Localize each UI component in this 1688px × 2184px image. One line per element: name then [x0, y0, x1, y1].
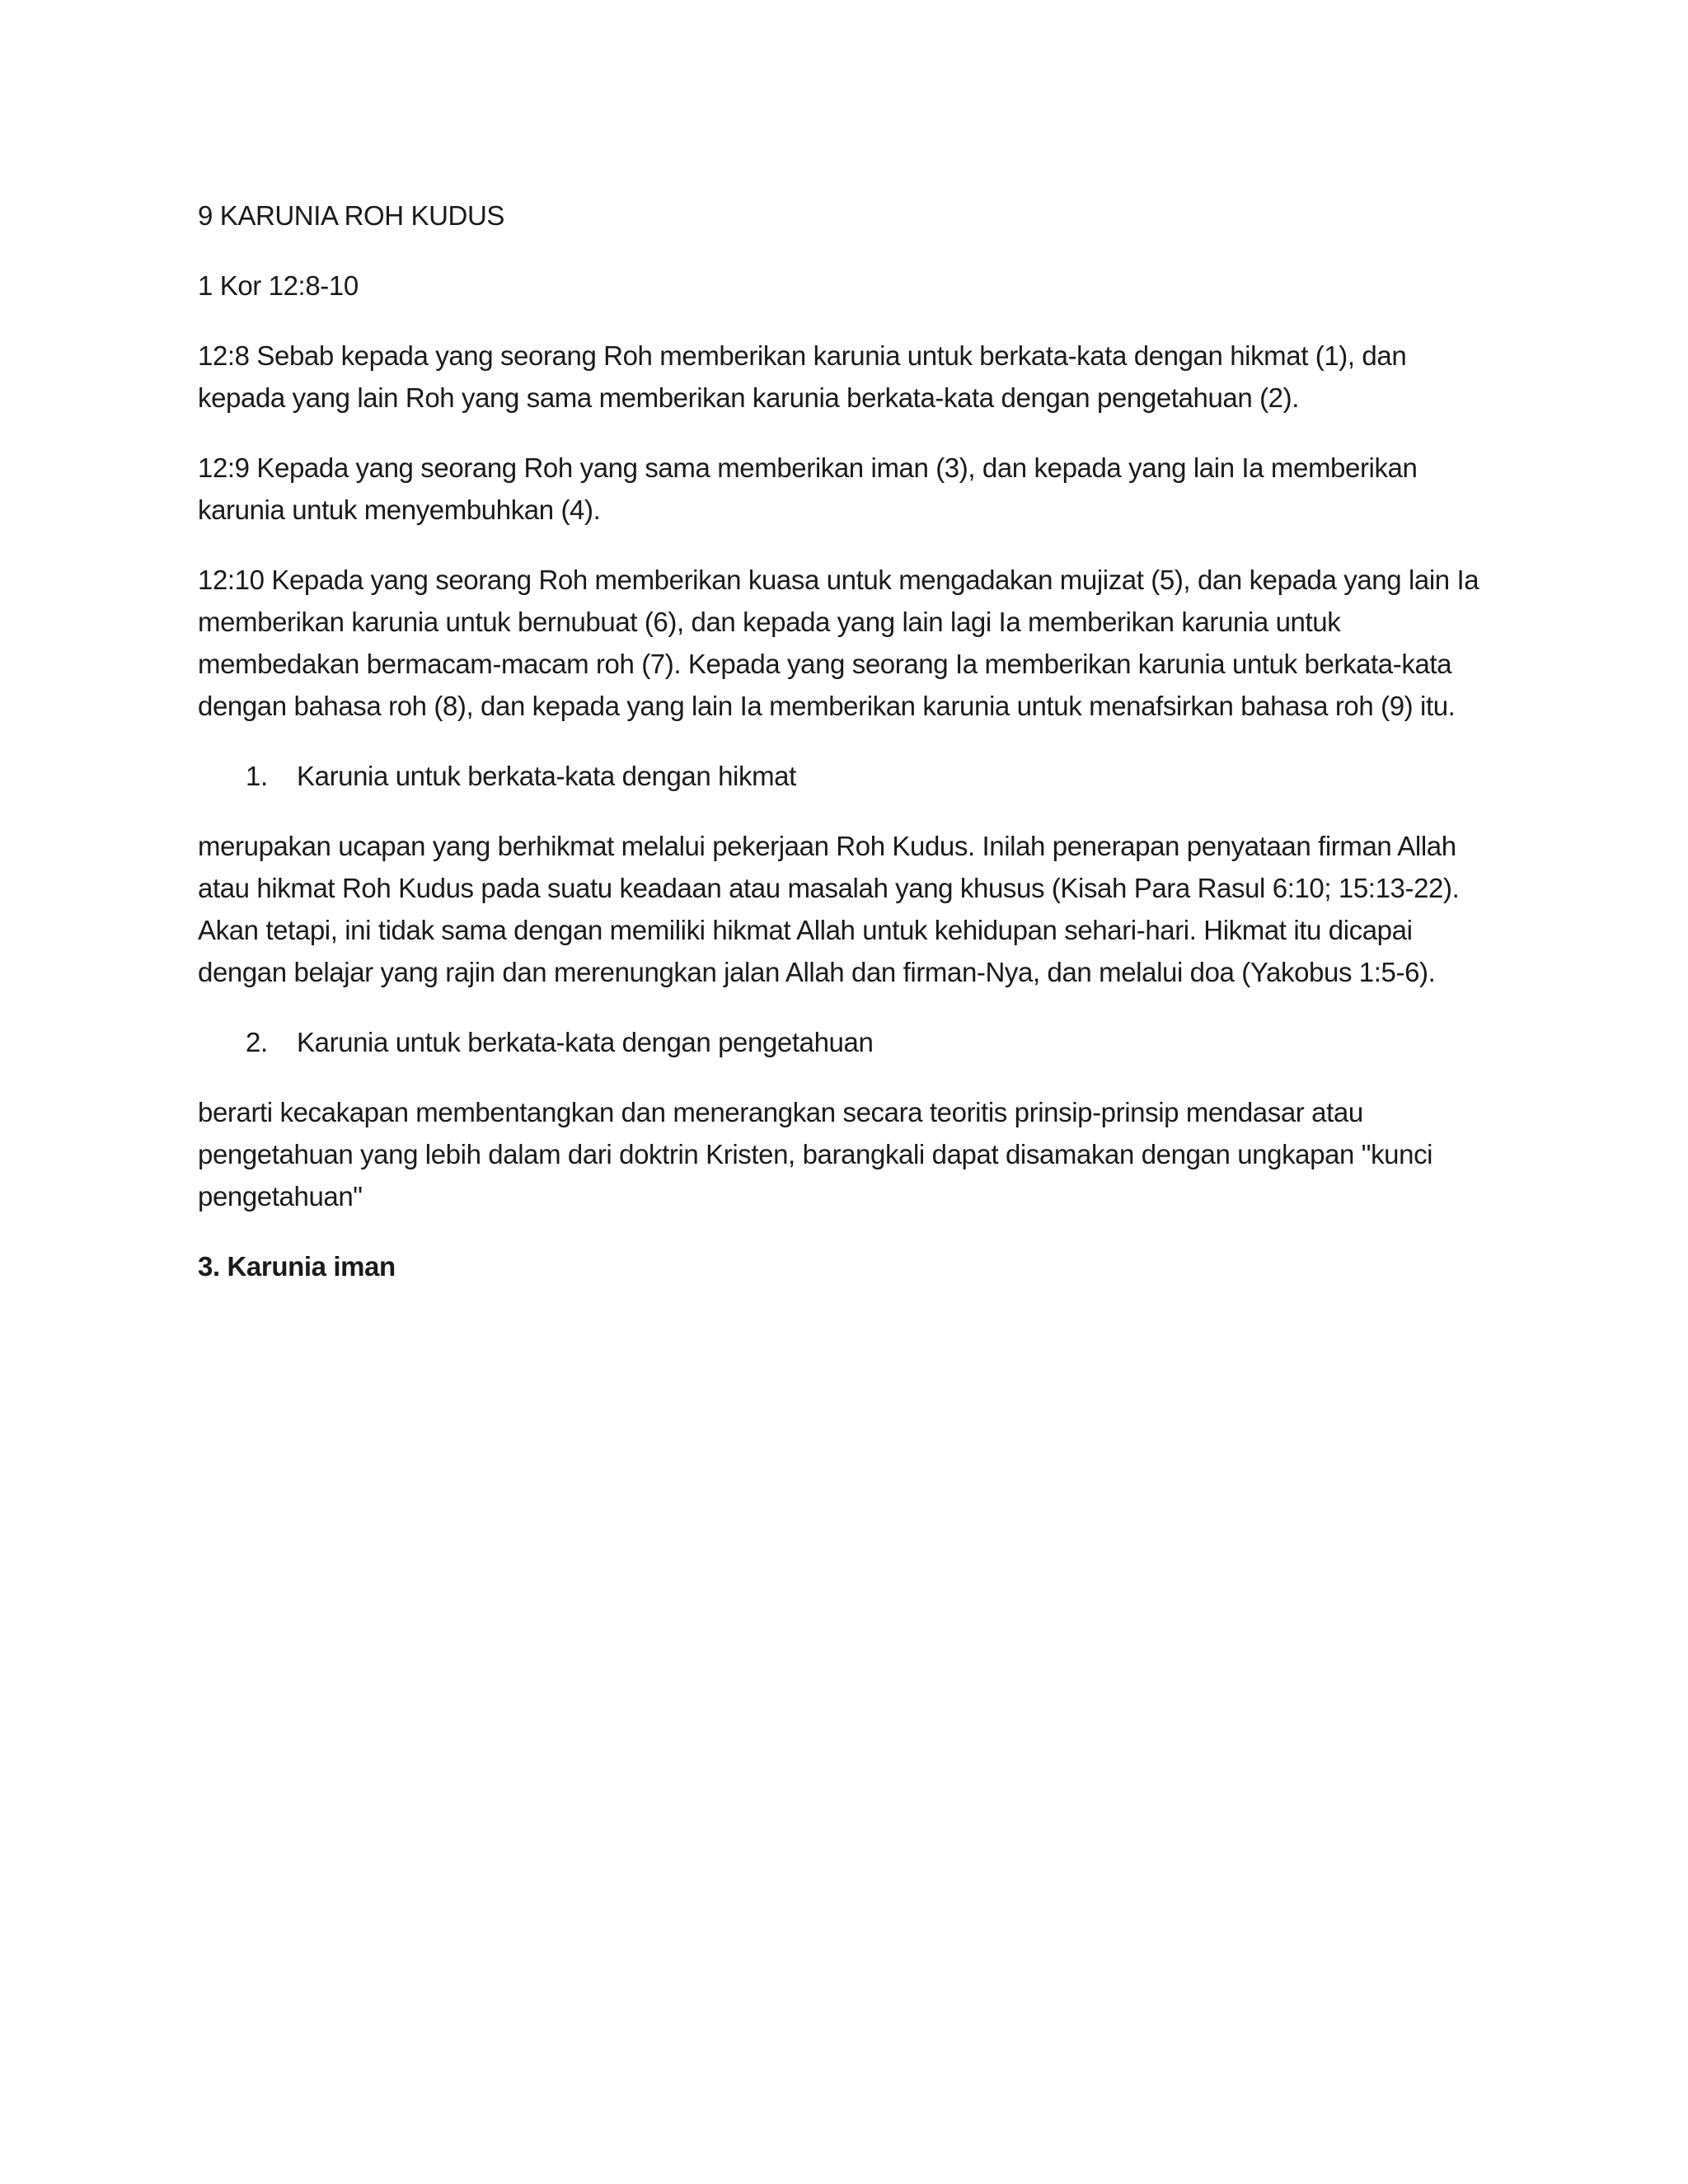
list-number: 2. — [246, 1027, 268, 1057]
numbered-heading — [198, 1021, 1500, 1063]
verse-paragraph: 12:8 Sebab kepada yang seorang Roh memberikan karunia untuk berkata-kata dengan hikmat (1), dan kepada yang lain Roh yang sama memberikan karunia berkata-kata dengan pengetahuan (2). — [198, 340, 1407, 413]
list-number: 1. — [246, 761, 268, 791]
section-body: berarti kecakapan membentangkan dan menerangkan secara teoritis prinsip-prinsip mendasar atau pengetahuan yang lebih dalam dari doktrin Kristen, barangkali dapat disamakan dengan ungkapan "kunci pengetahuan" — [198, 1097, 1433, 1212]
document-title: 9 KARUNIA ROH KUDUS — [198, 200, 504, 231]
list-heading-text: Karunia untuk berkata-kata dengan pengetahuan — [297, 1027, 874, 1057]
bold-section-heading: 3. Karunia iman — [198, 1251, 396, 1282]
document-body — [198, 194, 1500, 1315]
scripture-reference: 1 Kor 12:8-10 — [198, 270, 359, 301]
verse-paragraph: 12:9 Kepada yang seorang Roh yang sama memberikan iman (3), dan kepada yang lain Ia memberikan karunia untuk menyembuhkan (4). — [198, 452, 1418, 525]
list-heading-text: Karunia untuk berkata-kata dengan hikmat — [297, 761, 796, 791]
section-body: merupakan ucapan yang berhikmat melalui pekerjaan Roh Kudus. Inilah penerapan penyataan firman Allah atau hikmat Roh Kudus pada suatu keadaan atau masalah yang khusus (Kisah Para Rasul 6:10; 15:13-22). Akan tetapi, ini tidak sama dengan memiliki hikmat Allah untuk kehidupan sehari-hari. Hikmat itu dicapai dengan belajar yang rajin dan merenungkan jalan Allah dan firman-Nya, dan melalui doa (Yakobus 1:5-6). — [198, 831, 1460, 987]
numbered-heading — [198, 755, 1500, 797]
verse-paragraph: 12:10 Kepada yang seorang Roh memberikan kuasa untuk mengadakan mujizat (5), dan kepada yang lain Ia memberikan karunia untuk bernubuat (6), dan kepada yang lain lagi Ia memberikan karunia untuk membedakan bermacam-macam roh (7). Kepada yang seorang Ia memberikan karunia untuk berkata-kata dengan bahasa roh (8), dan kepada yang lain Ia memberikan karunia untuk menafsirkan bahasa roh (9) itu. — [198, 565, 1479, 721]
